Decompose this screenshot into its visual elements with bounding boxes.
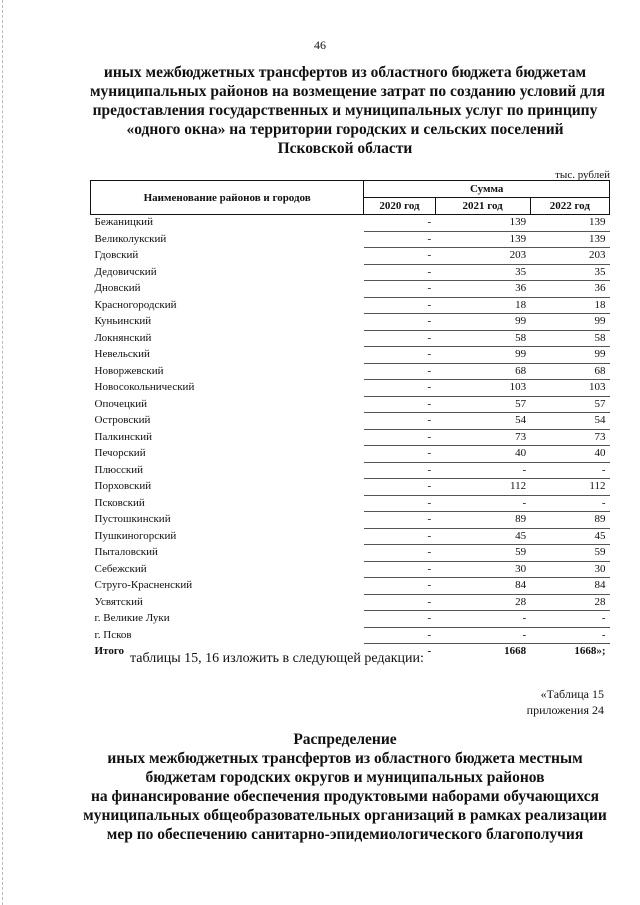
value-2021: 139 xyxy=(435,215,530,232)
value-2020: - xyxy=(364,594,435,611)
instruction-text: таблицы 15, 16 изложить в следующей редакции: xyxy=(130,651,424,666)
district-name: Локнянский xyxy=(94,331,152,344)
district-name: Куньинский xyxy=(94,315,152,327)
heading-1-line: «одного окна» на территории городских и сельских поселений xyxy=(126,121,564,138)
value-2021: 103 xyxy=(435,380,530,397)
value-2022: 18 xyxy=(530,297,609,314)
value-2021: 99 xyxy=(435,314,530,331)
district-name: Островский xyxy=(94,414,151,426)
value-2020: - xyxy=(364,611,435,628)
value-2020: - xyxy=(364,248,435,265)
table-row xyxy=(91,578,610,595)
value-2021: 59 xyxy=(435,545,530,562)
table-row xyxy=(91,413,610,430)
table-row xyxy=(91,611,610,628)
value-2021: 203 xyxy=(435,248,530,265)
value-2021: 58 xyxy=(435,330,530,347)
table-row xyxy=(91,330,610,347)
value-2020: - xyxy=(364,627,435,644)
value-2020: - xyxy=(364,231,435,248)
table-row xyxy=(91,396,610,413)
value-2021: 28 xyxy=(435,594,530,611)
district-name: Псковский xyxy=(94,496,145,509)
table-row xyxy=(91,297,610,314)
page-edge xyxy=(2,0,4,905)
heading-1 xyxy=(90,63,605,158)
value-2022: 1668»; xyxy=(574,645,606,657)
district-name: Дедовичский xyxy=(94,265,157,278)
value-2020: - xyxy=(364,446,435,463)
value-2021: 84 xyxy=(435,578,530,595)
district-name: Новосокольнический xyxy=(94,381,195,393)
value-2021: 57 xyxy=(435,396,530,413)
value-2022: 59 xyxy=(530,545,609,562)
value-2020: - xyxy=(364,512,435,529)
value-2021: 36 xyxy=(435,281,530,298)
district-name: Итого xyxy=(94,644,125,657)
value-2022: 73 xyxy=(530,429,609,446)
table-reference-line: приложения 24 xyxy=(526,703,604,717)
table-row xyxy=(91,215,610,232)
table-row xyxy=(91,380,610,397)
district-name: Пушкиногорский xyxy=(94,529,177,542)
value-2020: - xyxy=(364,396,435,413)
heading-2-line: бюджетам городских округов и муниципальных районов xyxy=(145,769,545,786)
value-2022: 112 xyxy=(530,479,609,496)
value-2020: - xyxy=(364,215,435,232)
value-2022: 58 xyxy=(530,330,609,347)
value-2022: - xyxy=(530,627,609,644)
value-2022: - xyxy=(530,495,609,512)
value-2022: 99 xyxy=(530,314,609,331)
value-2022: 40 xyxy=(530,446,609,463)
table-row xyxy=(91,248,610,265)
value-2021: 1668 xyxy=(504,645,527,657)
value-2020: - xyxy=(364,264,435,281)
value-2020: - xyxy=(364,429,435,446)
table-row xyxy=(91,347,610,364)
district-name: Красногородский xyxy=(94,298,177,311)
value-2020: - xyxy=(364,578,435,595)
table-row xyxy=(91,231,610,248)
value-2021: - xyxy=(435,495,530,512)
table-row xyxy=(91,363,610,380)
value-2022: 68 xyxy=(530,363,609,380)
value-2021: 54 xyxy=(435,413,530,430)
district-name: Гдовский xyxy=(94,249,139,261)
district-name: Печорский xyxy=(94,447,146,459)
value-2020: - xyxy=(364,347,435,364)
value-2020: - xyxy=(364,314,435,331)
table-row xyxy=(91,495,610,512)
value-2021: - xyxy=(435,611,530,628)
value-2021: - xyxy=(435,627,530,644)
value-2021: 35 xyxy=(435,264,530,281)
district-name: Усвятский xyxy=(94,595,143,608)
district-name: Опочецкий xyxy=(94,397,147,410)
value-2020: - xyxy=(364,545,435,562)
district-name: г. Великие Луки xyxy=(94,612,170,624)
value-2021: 30 xyxy=(435,561,530,578)
value-2020: - xyxy=(364,281,435,298)
table-row xyxy=(91,561,610,578)
value-2021: 73 xyxy=(435,429,530,446)
value-2020: - xyxy=(364,363,435,380)
value-2021: 139 xyxy=(435,231,530,248)
heading-1-line: муниципальных районов на возмещение затрат по созданию условий для xyxy=(90,83,605,100)
heading-2-line: иных межбюджетных трансфертов из областного бюджета местным xyxy=(107,750,583,767)
value-2022: 35 xyxy=(530,264,609,281)
heading-2-line: мер по обеспечению санитарно-эпидемиологического благополучия xyxy=(106,826,584,843)
header-name: Наименование районов и городов xyxy=(91,181,364,215)
value-2021: 68 xyxy=(435,363,530,380)
district-name: г. Псков xyxy=(94,628,132,641)
value-2021: 89 xyxy=(435,512,530,529)
table-row xyxy=(91,314,610,331)
page-number: 46 xyxy=(314,38,326,52)
heading-2 xyxy=(70,730,620,844)
table-row xyxy=(91,429,610,446)
value-2022: 89 xyxy=(530,512,609,529)
district-name: Великолукский xyxy=(94,232,167,245)
value-2022: 139 xyxy=(530,231,609,248)
value-2020: - xyxy=(364,528,435,545)
value-2022: 54 xyxy=(530,413,609,430)
district-name: Палкинский xyxy=(94,430,153,443)
value-2022: 139 xyxy=(530,215,609,232)
units-label: тыс. рублей xyxy=(555,169,610,181)
value-2020: - xyxy=(364,380,435,397)
value-2022: - xyxy=(530,462,609,479)
heading-2-line: на финансирование обеспечения продуктовыми наборами обучающихся xyxy=(90,788,600,805)
table-row xyxy=(91,627,610,644)
value-2022: 99 xyxy=(530,347,609,364)
value-2021: 99 xyxy=(435,347,530,364)
district-name: Себежский xyxy=(94,562,147,575)
value-2021: 45 xyxy=(435,528,530,545)
table-body xyxy=(91,215,610,660)
table-row xyxy=(91,528,610,545)
table-reference xyxy=(480,686,604,718)
header-sum: Сумма xyxy=(364,181,610,198)
value-2021: 18 xyxy=(435,297,530,314)
table-row xyxy=(91,594,610,611)
value-2020: - xyxy=(364,330,435,347)
header-2020: 2020 год xyxy=(364,198,435,215)
district-name: Струго-Красненский xyxy=(94,579,193,591)
table-row xyxy=(91,545,610,562)
heading-2-line: муниципальных общеобразовательных организаций в рамках реализации xyxy=(83,807,607,824)
transfers-table xyxy=(90,180,610,660)
district-name: Невельский xyxy=(94,348,150,360)
value-2020: - xyxy=(364,479,435,496)
table-row xyxy=(91,479,610,496)
table-row xyxy=(91,264,610,281)
district-name: Порховский xyxy=(94,480,152,492)
table-reference-line: «Таблица 15 xyxy=(540,687,604,701)
value-2020: - xyxy=(364,495,435,512)
value-2022: 103 xyxy=(530,380,609,397)
header-2021: 2021 год xyxy=(435,198,530,215)
value-2022: 36 xyxy=(530,281,609,298)
district-name: Плюсский xyxy=(94,463,144,476)
district-name: Бежаницкий xyxy=(94,216,153,229)
table-row xyxy=(91,462,610,479)
value-2020: - xyxy=(364,297,435,314)
value-2022: 30 xyxy=(530,561,609,578)
value-2021: - xyxy=(435,462,530,479)
district-name: Пустошкинский xyxy=(94,513,171,525)
value-2020: - xyxy=(364,413,435,430)
value-2022: - xyxy=(530,611,609,628)
table-row xyxy=(91,512,610,529)
district-name: Дновский xyxy=(94,282,141,294)
value-2021: 112 xyxy=(435,479,530,496)
value-2020: - xyxy=(364,462,435,479)
value-2022: 28 xyxy=(530,594,609,611)
table-row xyxy=(91,446,610,463)
heading-1-line: Псковской области xyxy=(277,140,413,157)
value-2022: 84 xyxy=(530,578,609,595)
district-name: Новоржевский xyxy=(94,364,164,377)
heading-2-line: Распределение xyxy=(293,731,397,748)
district-name: Пыталовский xyxy=(94,546,158,558)
value-2020: - xyxy=(427,645,432,657)
heading-1-line: иных межбюджетных трансфертов из областного бюджета бюджетам xyxy=(103,64,587,81)
value-2022: 57 xyxy=(530,396,609,413)
heading-1-line: предоставления государственных и муниципальных услуг по принципу xyxy=(92,102,598,119)
table-row xyxy=(91,281,610,298)
value-2021: 40 xyxy=(435,446,530,463)
value-2020: - xyxy=(364,561,435,578)
header-2022: 2022 год xyxy=(530,198,609,215)
value-2022: 203 xyxy=(530,248,609,265)
value-2022: 45 xyxy=(530,528,609,545)
